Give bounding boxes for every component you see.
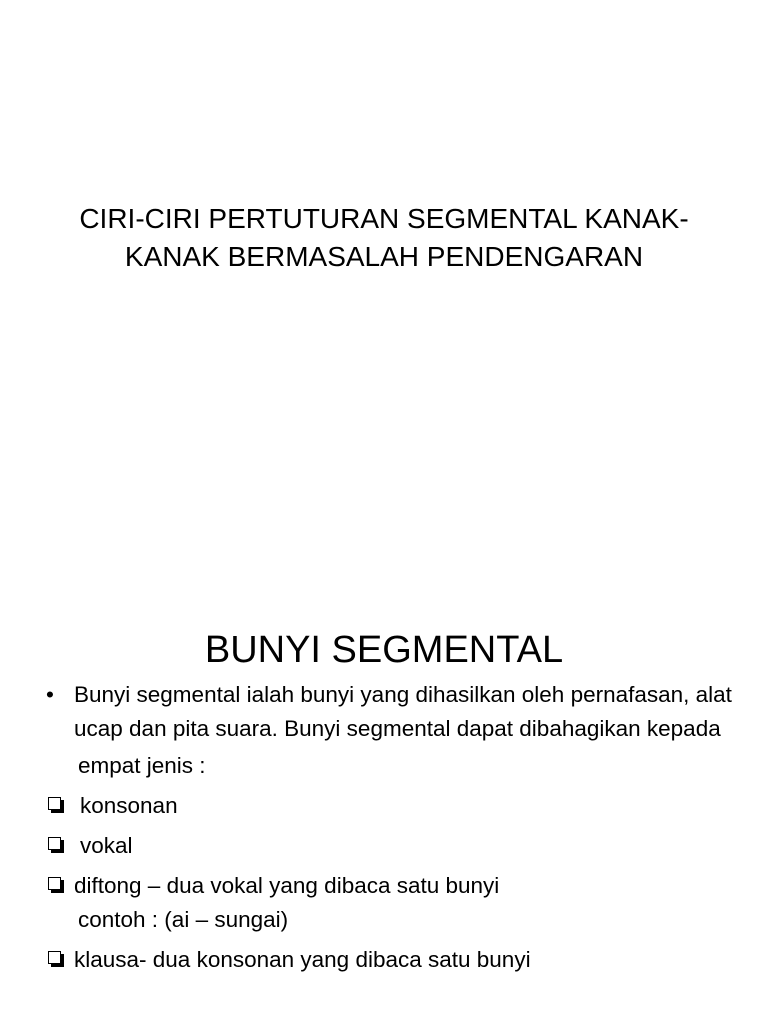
title-line-1: CIRI-CIRI PERTUTURAN SEGMENTAL KANAK- xyxy=(79,203,689,234)
list-item-text: diftong – dua vokal yang dibaca satu bunyi xyxy=(74,873,500,898)
checkbox-icon xyxy=(48,951,61,964)
list-item xyxy=(44,832,734,860)
bullet-text: Bunyi segmental ialah bunyi yang dihasilkan oleh pernafasan, alat ucap dan pita suara. Bunyi segmental dapat dibahagikan kepada xyxy=(74,682,732,741)
checkbox-icon xyxy=(48,877,61,890)
content-slide-title: BUNYI SEGMENTAL xyxy=(204,629,564,671)
bullet-dot-icon: • xyxy=(46,682,54,707)
content-slide xyxy=(0,596,768,1024)
title-line-2: KANAK BERMASALAH PENDENGARAN xyxy=(124,241,644,272)
slide-title xyxy=(40,200,728,276)
checkbox-icon xyxy=(48,797,61,810)
bullet-paragraph xyxy=(44,678,734,746)
list-item-text: klausa- dua konsonan yang dibaca satu bunyi xyxy=(74,947,531,972)
list-item-text: vokal xyxy=(80,833,133,858)
content-body xyxy=(44,678,734,974)
checkbox-icon xyxy=(48,837,61,850)
list-item-text: konsonan xyxy=(80,793,178,818)
list-item xyxy=(44,872,734,900)
list-item xyxy=(44,792,734,820)
list-item xyxy=(44,946,734,974)
intro-line: empat jenis : xyxy=(78,753,206,778)
example-line: contoh : (ai – sungai) xyxy=(78,907,289,932)
